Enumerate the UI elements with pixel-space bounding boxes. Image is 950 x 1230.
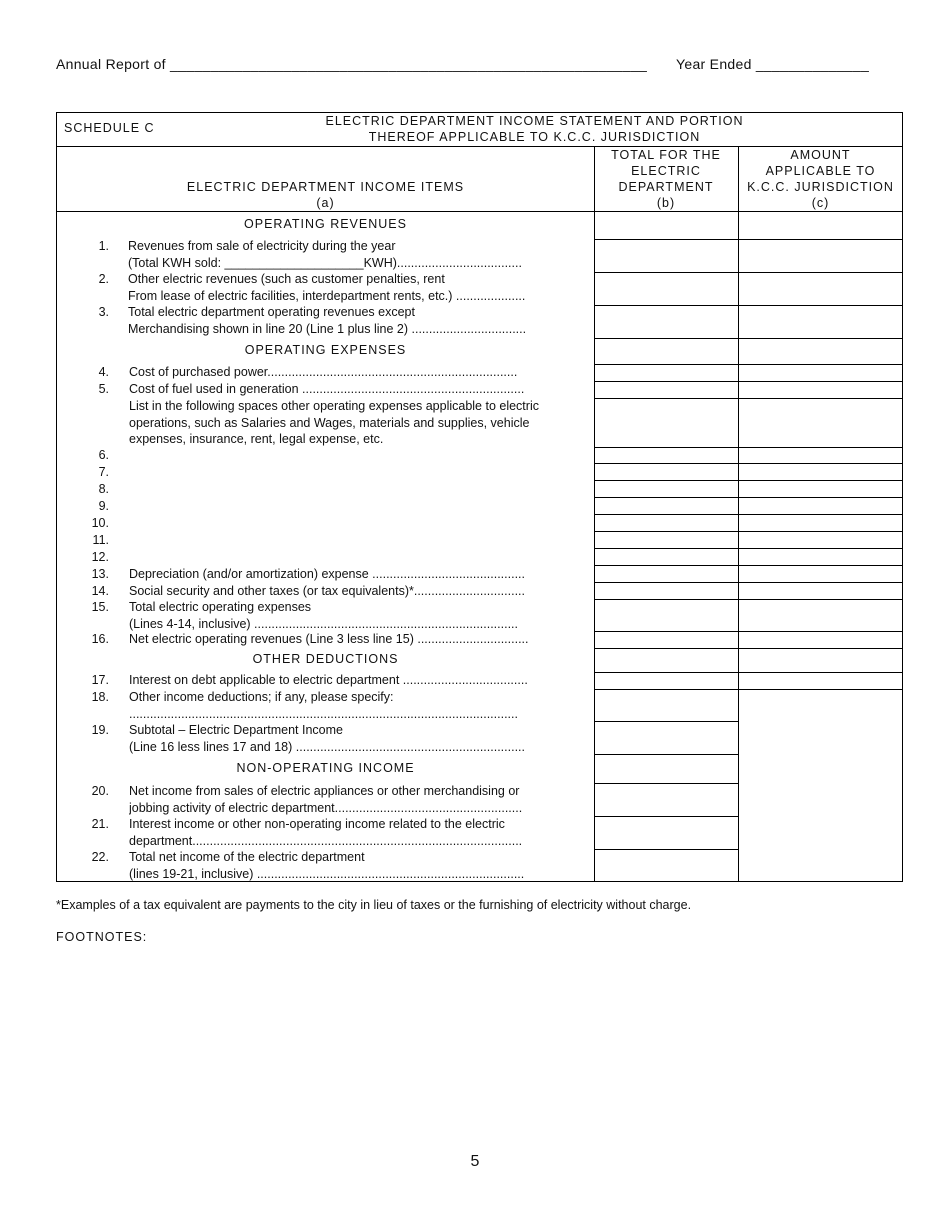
- amount-cell-c[interactable]: [739, 381, 902, 382]
- year-ended-field[interactable]: Year Ended ______________: [676, 56, 870, 72]
- line-text-1: Revenues from sale of electricity during the year: [128, 239, 396, 253]
- line-text-1: Subtotal – Electric Department Income: [129, 723, 343, 737]
- line-text-2: (lines 19-21, inclusive) .............................................................................: [129, 866, 525, 881]
- line-text-2: ................................................................................................................: [129, 706, 518, 721]
- amount-cell-b[interactable]: [594, 514, 738, 515]
- amount-cell-b[interactable]: [594, 565, 738, 566]
- line-text: [128, 238, 576, 271]
- line-text-1: Net income from sales of electric appliances or other merchandising or: [129, 784, 520, 798]
- amount-cell-b[interactable]: [594, 631, 738, 632]
- line-text: [129, 722, 577, 755]
- amount-cell-c[interactable]: [739, 689, 902, 690]
- line-text-2: jobbing activity of electric department......................................................: [129, 800, 523, 815]
- amount-cell-c[interactable]: [739, 338, 902, 339]
- section-operating-revenues: OPERATING REVENUES: [244, 217, 407, 231]
- amount-cell-c[interactable]: [739, 497, 902, 498]
- line-text: [128, 304, 576, 337]
- line-text: Cost of fuel used in generation ................................................................: [129, 382, 525, 396]
- line-number: 6.: [98, 448, 109, 462]
- line-text: [129, 783, 577, 816]
- line-text-2: (Lines 4-14, inclusive) ............................................................................: [129, 616, 518, 631]
- column-a-letter: (a): [316, 196, 335, 210]
- line-number: 10.: [91, 516, 109, 530]
- line-text: [129, 599, 577, 632]
- line-number: 3.: [98, 305, 109, 319]
- amount-cell-b[interactable]: [594, 497, 738, 498]
- line-number: 22.: [91, 850, 109, 864]
- amount-cell-b[interactable]: [594, 689, 738, 690]
- amount-cell-b[interactable]: [594, 381, 738, 382]
- line-text: [129, 849, 577, 882]
- column-c-header: [739, 147, 902, 211]
- line-number: 2.: [98, 272, 109, 286]
- amount-cell-b[interactable]: [594, 754, 738, 755]
- amount-cell-b[interactable]: [594, 305, 738, 306]
- amount-cell-b[interactable]: [594, 272, 738, 273]
- amount-cell-b[interactable]: [594, 239, 738, 240]
- line-text-1: Total electric operating expenses: [129, 600, 312, 614]
- line-text-2: (Line 16 less lines 17 and 18) ..................................................................: [129, 739, 525, 754]
- amount-cell-b[interactable]: [594, 672, 738, 673]
- column-c-line3: K.C.C. JURISDICTION: [747, 180, 894, 194]
- amount-cell-c[interactable]: [739, 548, 902, 549]
- column-a-title: ELECTRIC DEPARTMENT INCOME ITEMS: [186, 180, 465, 194]
- line-number: 8.: [98, 482, 109, 496]
- annual-report-of-field[interactable]: Annual Report of ___________________________________________________________: [56, 56, 648, 72]
- schedule-title-line2: THEREOF APPLICABLE TO K.C.C. JURISDICTION: [368, 130, 701, 144]
- column-c-line1: AMOUNT: [790, 148, 851, 162]
- line-text: Social security and other taxes (or tax equivalents)*................................: [129, 584, 525, 598]
- amount-cell-c[interactable]: [739, 364, 902, 365]
- amount-cell-b[interactable]: [594, 599, 738, 600]
- schedule-c-table: [56, 112, 903, 882]
- amount-cell-b[interactable]: [594, 398, 738, 399]
- amount-cell-c[interactable]: [739, 398, 902, 399]
- schedule-title-line1: ELECTRIC DEPARTMENT INCOME STATEMENT AND PORTION: [325, 114, 744, 128]
- column-a-header: [57, 179, 594, 211]
- schedule-title: [257, 113, 812, 145]
- amount-cell-b[interactable]: [594, 582, 738, 583]
- section-other-deductions: OTHER DEDUCTIONS: [252, 652, 399, 666]
- amount-cell-c[interactable]: [739, 480, 902, 481]
- column-b-line3: DEPARTMENT: [618, 180, 714, 194]
- amount-cell-c[interactable]: [739, 447, 902, 448]
- line-text-2: department...............................................................................................: [129, 833, 523, 848]
- schedule-label: SCHEDULE C: [64, 121, 155, 135]
- amount-cell-c[interactable]: [739, 239, 902, 240]
- line-text: [129, 816, 577, 849]
- amount-cell-b[interactable]: [594, 816, 738, 817]
- line-number: 1.: [98, 239, 109, 253]
- line-text: [129, 689, 577, 722]
- column-c-letter: (c): [811, 196, 830, 210]
- line-number: 16.: [91, 632, 109, 646]
- amount-cell-b[interactable]: [594, 480, 738, 481]
- column-b-line2: ELECTRIC: [631, 164, 701, 178]
- amount-cell-c[interactable]: [739, 648, 902, 649]
- amount-cell-b[interactable]: [594, 531, 738, 532]
- line-number: 7.: [98, 465, 109, 479]
- line-number: 18.: [91, 690, 109, 704]
- line-number: 13.: [91, 567, 109, 581]
- amount-cell-b[interactable]: [594, 721, 738, 722]
- amount-cell-c[interactable]: [739, 582, 902, 583]
- column-b-header: [594, 147, 738, 211]
- line-number: 21.: [91, 817, 109, 831]
- line-text-1: Other electric revenues (such as customer penalties, rent: [128, 272, 445, 286]
- amount-cell-c[interactable]: [739, 565, 902, 566]
- section-non-operating-income: NON-OPERATING INCOME: [236, 761, 415, 775]
- line-text: [128, 271, 576, 304]
- line-number: 9.: [98, 499, 109, 513]
- line-number: 4.: [98, 365, 109, 379]
- amount-cell-c[interactable]: [739, 463, 902, 464]
- amount-cell-c[interactable]: [739, 305, 902, 306]
- line-text-1: Other income deductions; if any, please specify:: [129, 690, 394, 704]
- column-b-line1: TOTAL FOR THE: [611, 148, 721, 162]
- line-text-1: Interest income or other non-operating income related to the electric: [129, 817, 505, 831]
- amount-cell-b[interactable]: [594, 338, 738, 339]
- line-text-1: Total electric department operating revenues except: [128, 305, 415, 319]
- line-number: 20.: [91, 784, 109, 798]
- line-number: 11.: [92, 533, 109, 547]
- amount-cell-b[interactable]: [594, 849, 738, 850]
- amount-cell-b[interactable]: [594, 463, 738, 464]
- line-number: 17.: [91, 673, 109, 687]
- section-operating-expenses: OPERATING EXPENSES: [244, 343, 407, 357]
- line-text-1: Total net income of the electric department: [129, 850, 365, 864]
- amount-cell-b[interactable]: [594, 648, 738, 649]
- line-text: Cost of purchased power........................................................................: [129, 365, 518, 379]
- line-text: Interest on debt applicable to electric department ....................................: [129, 673, 528, 687]
- line-number: 15.: [91, 600, 109, 614]
- line-text-2: From lease of electric facilities, interdepartment rents, etc.) ....................: [128, 288, 526, 303]
- amount-cell-c[interactable]: [739, 631, 902, 632]
- amount-cell-b[interactable]: [594, 548, 738, 549]
- list-instruction-text: List in the following spaces other operating expenses applicable to electric operations, such as Salaries and Wages, materials and supplies, vehicle expenses, insurance, rent, legal expense, etc.: [129, 399, 539, 446]
- amount-cell-c[interactable]: [739, 531, 902, 532]
- line-number: 12.: [91, 550, 109, 564]
- column-b-letter: (b): [656, 196, 676, 210]
- line-text: Depreciation (and/or amortization) expense ............................................: [129, 567, 525, 581]
- amount-cell-c[interactable]: [739, 672, 902, 673]
- page-number: 5: [470, 1153, 480, 1170]
- line-text: Net electric operating revenues (Line 3 less line 15) ................................: [129, 632, 529, 646]
- divider: [57, 211, 902, 212]
- amount-cell-c[interactable]: [739, 514, 902, 515]
- amount-cell-b[interactable]: [594, 783, 738, 784]
- amount-cell-b[interactable]: [594, 447, 738, 448]
- column-c-line2: APPLICABLE TO: [765, 164, 876, 178]
- line-number: 19.: [91, 723, 109, 737]
- line-text-2: Merchandising shown in line 20 (Line 1 plus line 2) .................................: [128, 321, 527, 336]
- amount-cell-b[interactable]: [594, 364, 738, 365]
- line-number: 14.: [91, 584, 109, 598]
- footnotes-label: FOOTNOTES:: [56, 930, 148, 944]
- line-text-2: (Total KWH sold: ____________________KWH)....................................: [128, 255, 522, 270]
- tax-equivalent-footnote: *Examples of a tax equivalent are payments to the city in lieu of taxes or the furnishing of electricity without charge.: [56, 898, 692, 912]
- amount-cell-c[interactable]: [739, 272, 902, 273]
- amount-cell-c[interactable]: [739, 599, 902, 600]
- line-number: 5.: [98, 382, 109, 396]
